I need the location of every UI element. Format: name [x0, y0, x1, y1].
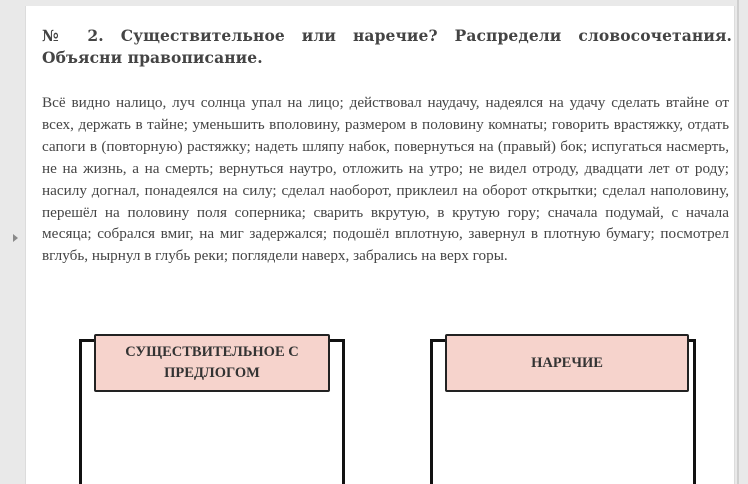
prev-arrow-icon[interactable]: [13, 234, 18, 242]
scrollbar-edge: [737, 0, 739, 484]
task-title: № 2. Существительное или наречие? Распредели словосочетания. Объясни правописание.: [42, 26, 732, 67]
noun-column-box: [79, 339, 345, 484]
noun-column-label-text: СУЩЕСТВИТЕЛЬНОЕ С ПРЕДЛОГОМ: [125, 344, 299, 381]
worksheet-page: [25, 6, 735, 484]
adverb-column-label-text: НАРЕЧИЕ: [531, 354, 603, 371]
noun-column-label: [94, 334, 330, 392]
adverb-column-box: [430, 339, 696, 484]
adverb-column-label: [445, 334, 689, 392]
task-text: Всё видно налицо, луч солнца упал на лицо; действовал наудачу, надеялся на удачу сделать втайне от всех, держать в тайне; уменьшить вполовину, размером в половину комнаты; говорить врастяжку, отдать сапоги в (повторную) растяжку; надеть шляпу набок, повернуться на (правый) бок; испугаться насмерть, не на жизнь, а на смерть; вернуться наутро, отложить на утро; не видел отроду, двадцати лет от роду; насилу догнал, понадеялся на силу; сделал наоборот, приклеил на оборот открытки; сделал наполовину, перешёл на половину поля соперника; сварить вкрутую, в крутую гору; сначала подумай, с начала месяца; собрался вмиг, на миг задержался; подошёл вплотную, завернул в плотную бумагу; посмотрел вглубь, нырнул в глубь реки; поглядели наверх, забрались на верх горы.: [42, 94, 729, 265]
